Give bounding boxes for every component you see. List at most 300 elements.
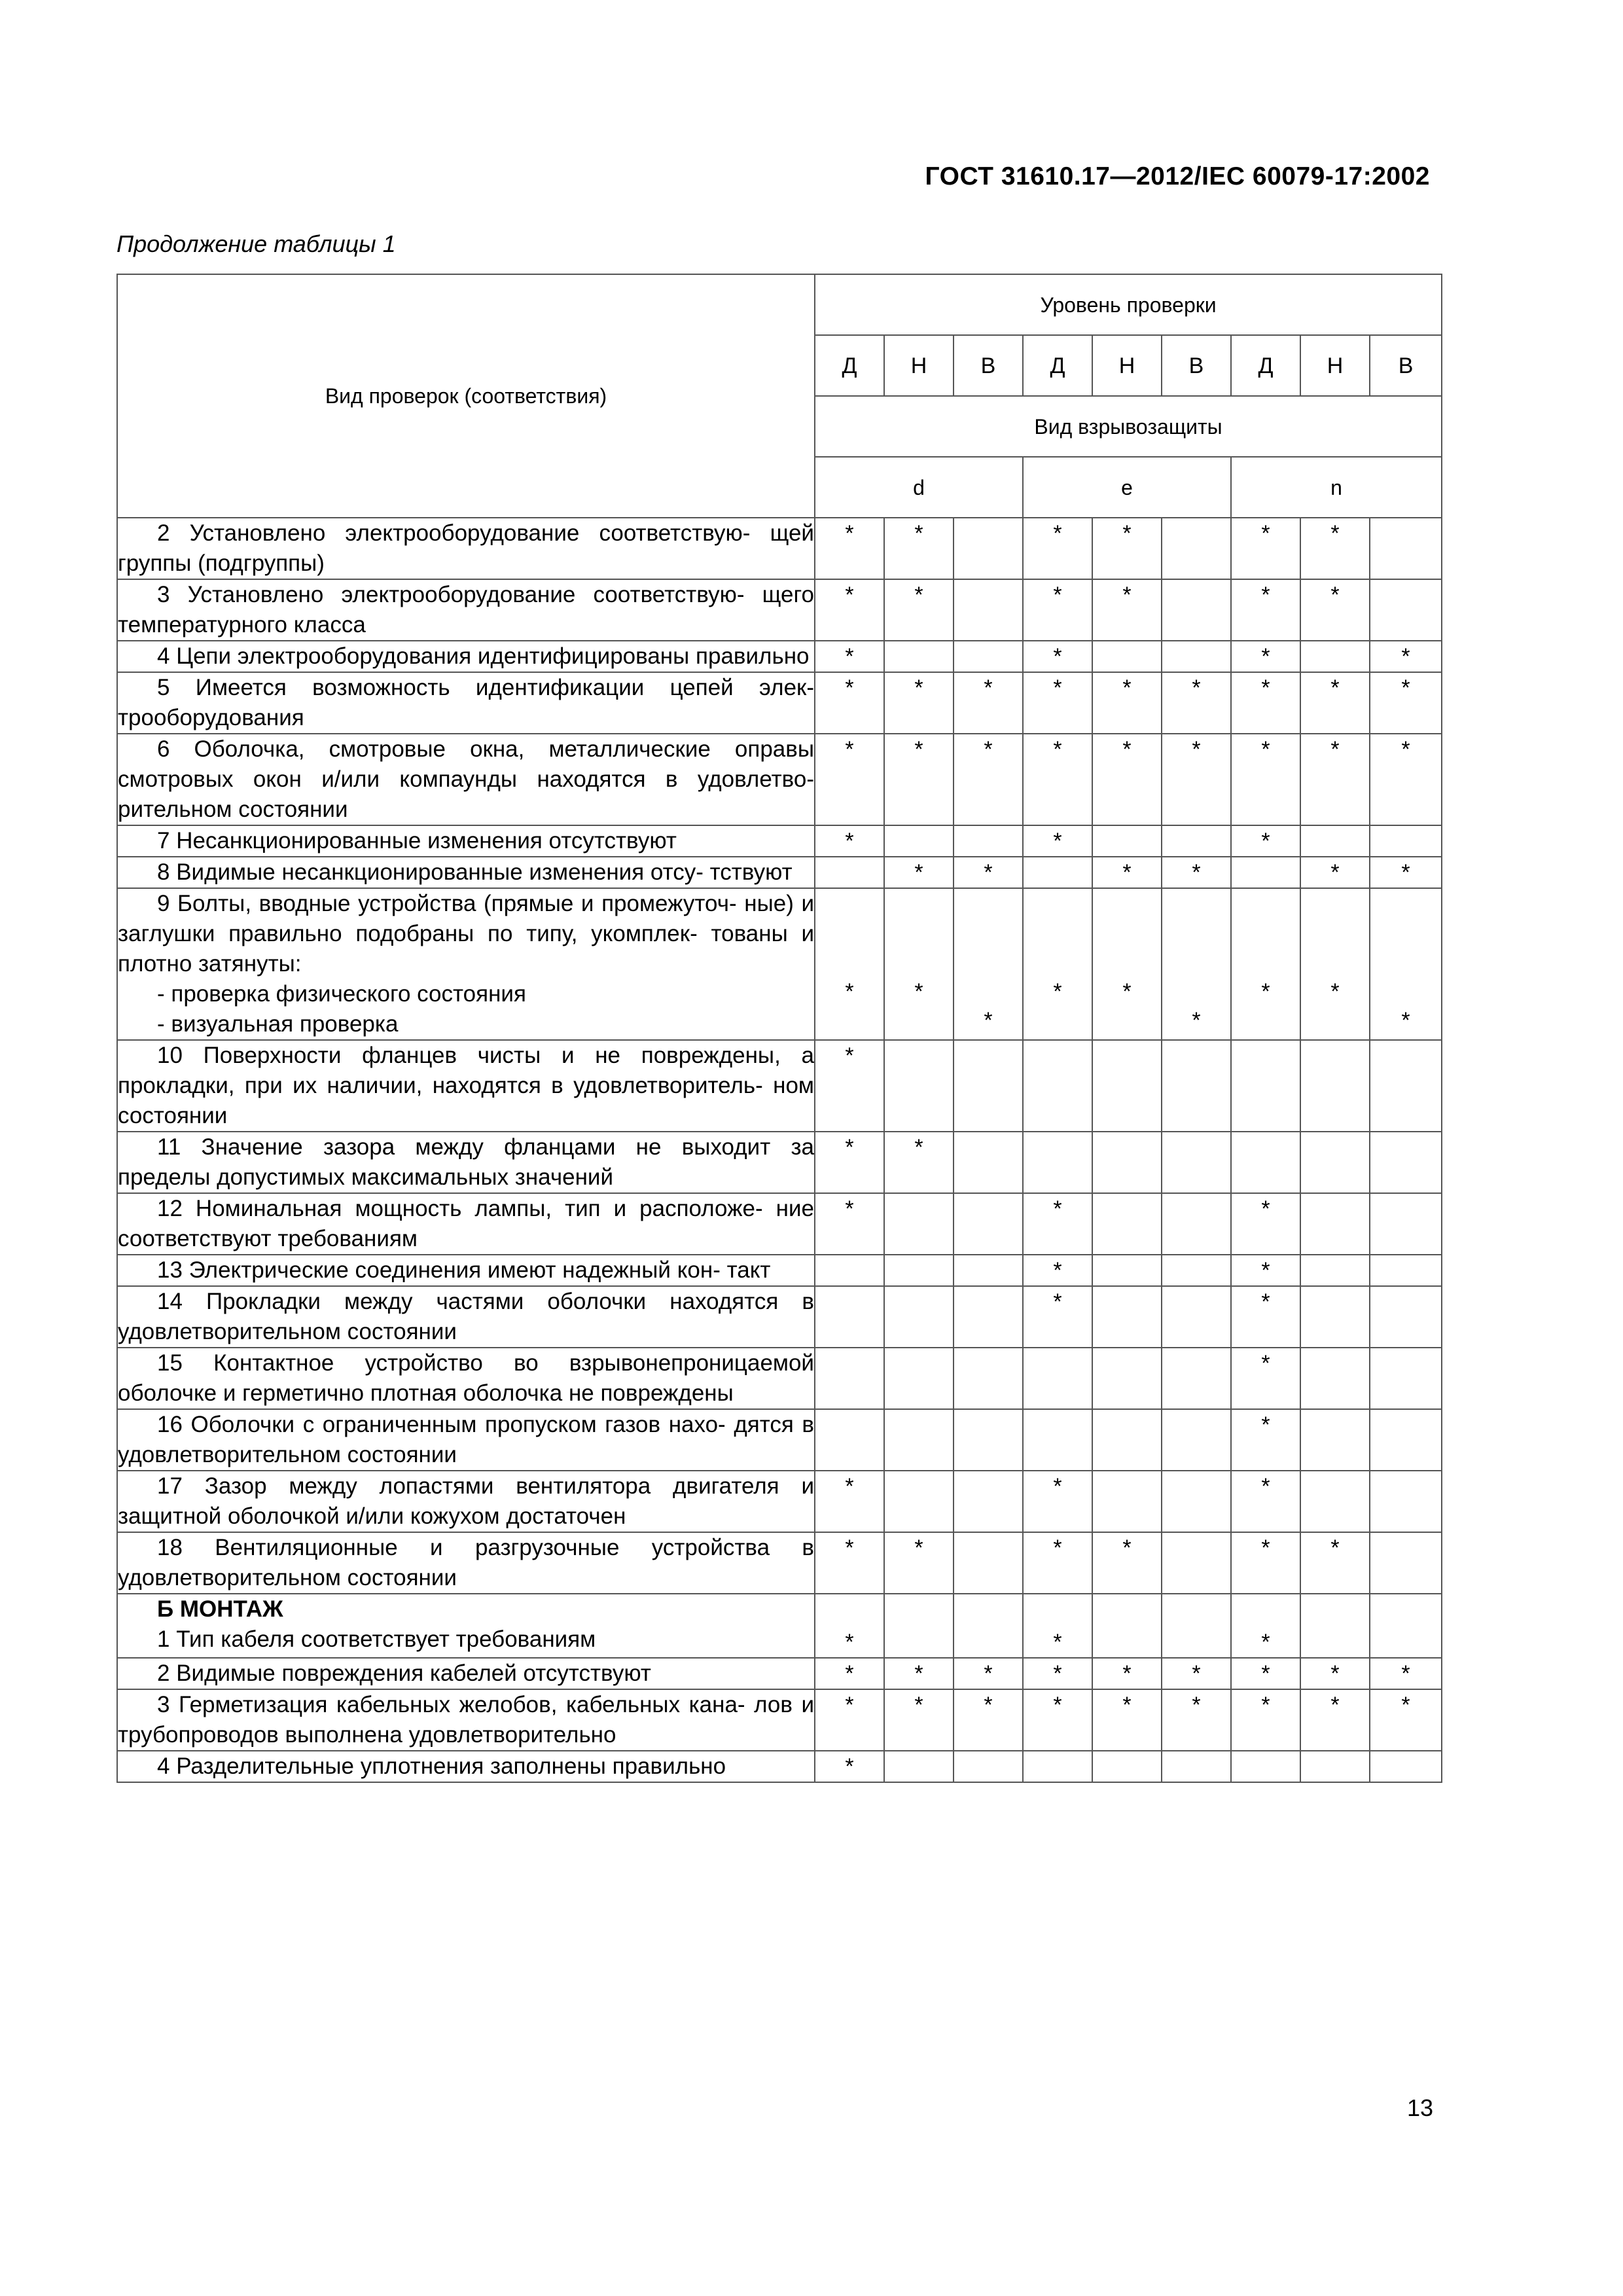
level-mark [1231,1040,1300,1132]
level-mark: * [884,888,954,1040]
description-line: защитной оболочкой и/или кожухом достаточен [118,1503,626,1529]
protection-type-e: e [1023,457,1231,518]
level-mark: * [815,825,884,857]
description-text [118,1690,814,1750]
level-mark [954,1409,1023,1471]
check-description [117,734,815,825]
level-mark [1370,825,1442,857]
level-mark [1162,1286,1231,1348]
description-line: 12 Номинальная мощность лампы, тип и расположе- [157,1196,763,1221]
level-mark: * [954,888,1023,1040]
check-description [117,579,815,641]
description-line: 14 Прокладки между частями оболочки находятся в [157,1289,814,1314]
table-body [117,518,1442,1782]
level-mark: * [815,518,884,579]
level-mark [1023,1040,1092,1132]
level-mark: * [884,734,954,825]
level-mark [1092,1286,1162,1348]
table-row [117,1193,1442,1255]
level-mark: * [815,888,884,1040]
level-mark [1162,1594,1231,1658]
level-mark: * [1092,1532,1162,1594]
level-mark [1092,1132,1162,1193]
description-line: 15 Контактное устройство во взрывонепроницаемой [157,1350,814,1376]
level-mark: * [1023,888,1092,1040]
protection-header: Вид взрывозащиты [815,396,1442,457]
level-mark: * [1162,734,1231,825]
level-mark: * [1231,1193,1300,1255]
level-mark: * [815,1040,884,1132]
level-mark: * [1300,1689,1370,1751]
table-header [117,274,1442,518]
level-mark: * [1023,1255,1092,1286]
description-line: ние соответствуют требованиям [118,1196,814,1251]
level-mark: * [1162,857,1231,888]
table-row [117,1409,1442,1471]
level-mark: * [954,672,1023,734]
description-line: 16 Оболочки с ограниченным пропуском газов нахо- [157,1412,726,1437]
check-description [117,825,815,857]
description-line: щей группы (подгруппы) [118,520,814,576]
level-mark [1162,1040,1231,1132]
description-text [118,1659,814,1689]
description-text [118,1132,814,1193]
section-heading: Б МОНТАЖ [157,1596,283,1622]
level-mark: * [1023,734,1092,825]
level-mark [1300,1594,1370,1658]
table-row [117,518,1442,579]
description-line: 7 Несанкционированные изменения отсутствуют [157,828,677,853]
level-mark: * [1231,1689,1300,1751]
level-mark: * [1231,1348,1300,1409]
level-mark [954,1286,1023,1348]
level-mark: * [1231,641,1300,672]
level-mark [954,1040,1023,1132]
level-mark [884,1751,954,1782]
level-mark [1370,1286,1442,1348]
level-mark: * [815,1751,884,1782]
level-mark: * [1231,888,1300,1040]
description-line: пределы допустимых максимальных значений [118,1164,613,1190]
level-cell: Д [1231,335,1300,396]
table-row [117,1532,1442,1594]
level-mark [1300,641,1370,672]
level-mark [884,1040,954,1132]
level-mark [1023,1751,1092,1782]
level-mark: * [1023,1594,1092,1658]
level-mark [1162,1348,1231,1409]
level-cell: Н [1092,335,1162,396]
description-line: 1 Тип кабеля соответствует требованиям [157,1626,596,1652]
level-mark [1231,1132,1300,1193]
description-line: дятся в удовлетворительном состоянии [118,1412,814,1467]
level-mark: * [815,1594,884,1658]
level-mark [954,579,1023,641]
level-mark [1300,1040,1370,1132]
level-mark: * [1370,672,1442,734]
level-mark: * [1370,857,1442,888]
level-mark: * [1370,734,1442,825]
level-mark [1162,1409,1231,1471]
description-text [118,518,814,579]
level-mark: * [1092,1689,1162,1751]
check-type-header: Вид проверок (соответствия) [117,274,815,518]
description-line: тствуют [709,859,793,885]
description-line: удовлетворительном состоянии [118,1565,457,1590]
description-text [118,1348,814,1408]
level-mark [1023,857,1092,888]
level-mark: * [1231,825,1300,857]
description-text [118,857,814,888]
level-mark [954,641,1023,672]
level-mark: * [1300,1658,1370,1689]
level-mark [1370,1193,1442,1255]
level-mark [1092,1255,1162,1286]
level-mark: * [1023,825,1092,857]
level-mark: * [884,1132,954,1193]
protection-type-n: n [1231,457,1442,518]
level-mark: * [1231,1594,1300,1658]
level-mark: * [1023,1532,1092,1594]
description-line: прокладки, при их наличии, находятся в удовлетворитель- [118,1073,763,1098]
check-description [117,1193,815,1255]
level-mark [1092,1193,1162,1255]
level-mark [954,825,1023,857]
level-cell: Д [1023,335,1092,396]
description-text [118,1287,814,1347]
description-line: такт [726,1257,771,1283]
table-row [117,825,1442,857]
level-mark: * [1231,672,1300,734]
level-mark [1092,1594,1162,1658]
level-mark [1023,1409,1092,1471]
check-description [117,672,815,734]
table-row [117,1689,1442,1751]
level-mark: * [1092,734,1162,825]
level-mark: * [1231,1532,1300,1594]
sub-item: - визуальная проверка [157,1011,399,1037]
check-description [117,857,815,888]
level-mark [1162,1532,1231,1594]
level-mark [1300,1751,1370,1782]
level-mark: * [884,1689,954,1751]
level-mark [1370,1132,1442,1193]
level-mark: * [1092,888,1162,1040]
description-line: тованы и плотно затянуты: [118,921,815,977]
table-row [117,1751,1442,1782]
table-row [117,857,1442,888]
description-text [118,580,814,640]
level-mark: * [1023,1658,1092,1689]
check-description [117,1409,815,1471]
level-mark [815,1286,884,1348]
level-mark [1300,1193,1370,1255]
description-text [118,1471,814,1532]
level-mark [954,1255,1023,1286]
level-mark: * [884,579,954,641]
check-description [117,1532,815,1594]
description-line: 4 Цепи электрооборудования идентифицированы [157,643,690,669]
level-mark [1300,1286,1370,1348]
description-line: 5 Имеется возможность идентификации цепей элек- [157,675,814,700]
level-mark: * [1300,888,1370,1040]
level-mark [884,1348,954,1409]
level-mark: * [1370,888,1442,1040]
description-text [118,1533,814,1593]
level-header: Уровень проверки [815,274,1442,335]
level-mark [1300,825,1370,857]
level-mark [1162,1751,1231,1782]
level-mark: * [1092,579,1162,641]
level-mark [1370,1255,1442,1286]
level-mark [1300,1348,1370,1409]
level-mark: * [884,857,954,888]
level-mark [954,1471,1023,1532]
description-line: 3 Установлено электрооборудование соответствую- [157,582,745,607]
table-row [117,734,1442,825]
level-mark: * [1231,734,1300,825]
level-cell: В [1162,335,1231,396]
table-row [117,1286,1442,1348]
level-mark: * [1231,518,1300,579]
level-mark: * [815,641,884,672]
level-mark [815,1348,884,1409]
level-mark [1300,1409,1370,1471]
level-mark: * [1092,1658,1162,1689]
level-mark: * [1023,641,1092,672]
table-row [117,1132,1442,1193]
level-mark: * [1231,1255,1300,1286]
level-mark: * [1231,1471,1300,1532]
description-line: ные) и заглушки правильно подобраны по типу, укомплек- [118,891,815,946]
level-mark [815,857,884,888]
level-mark [1300,1255,1370,1286]
level-mark: * [1023,1286,1092,1348]
level-mark [1092,1040,1162,1132]
description-line: 2 Установлено электрооборудование соответствую- [157,520,751,546]
table-row [117,579,1442,641]
check-description [117,1286,815,1348]
inspection-table [116,274,1442,1783]
table-caption: Продолжение таблицы 1 [116,230,396,257]
level-mark [1370,1409,1442,1471]
level-mark [954,1751,1023,1782]
check-description [117,888,815,1040]
description-text [118,641,814,672]
level-mark [1092,1348,1162,1409]
level-mark: * [1162,1689,1231,1751]
level-mark [1162,518,1231,579]
description-line: щего температурного класса [118,582,814,637]
check-description [117,1658,815,1689]
level-mark [954,1132,1023,1193]
level-mark [954,518,1023,579]
table-row [117,1040,1442,1132]
level-mark: * [1300,518,1370,579]
level-mark: * [1023,672,1092,734]
level-mark [1092,641,1162,672]
description-line: ном состоянии [118,1073,814,1128]
level-mark [815,1255,884,1286]
level-mark: * [1370,1658,1442,1689]
level-mark: * [884,1532,954,1594]
check-description [117,1348,815,1409]
level-mark [884,1471,954,1532]
level-mark: * [1370,1689,1442,1751]
level-mark: * [884,1658,954,1689]
level-mark [954,1348,1023,1409]
level-mark: * [1300,1532,1370,1594]
description-line: 8 Видимые несанкционированные изменения отсу- [157,859,704,885]
page-number: 13 [1406,2094,1433,2121]
level-mark: * [815,1132,884,1193]
table-row [117,672,1442,734]
level-mark: * [815,1193,884,1255]
level-cell: Н [884,335,954,396]
check-description [117,518,815,579]
level-mark: * [1023,1471,1092,1532]
table-row [117,888,1442,1040]
level-mark: * [884,518,954,579]
level-mark [1370,1348,1442,1409]
level-mark: * [1300,579,1370,641]
description-text [118,1194,814,1254]
level-mark: * [884,672,954,734]
description-line: 9 Болты, вводные устройства (прямые и промежуточ- [157,891,737,916]
level-mark: * [1231,1658,1300,1689]
table-row [117,1255,1442,1286]
level-mark: * [815,579,884,641]
check-description [117,1132,815,1193]
level-mark: * [1300,672,1370,734]
description-line: рительном состоянии [118,797,348,822]
level-mark: * [1023,1689,1092,1751]
level-mark [1162,1255,1231,1286]
description-text [118,1751,814,1782]
table-row [117,1594,1442,1658]
description-line: правильно [696,643,810,669]
level-mark [954,1193,1023,1255]
level-mark: * [815,1689,884,1751]
level-mark [884,641,954,672]
protection-type-d: d [815,457,1023,518]
table-row [117,1348,1442,1409]
level-cell: Д [815,335,884,396]
level-mark [954,1532,1023,1594]
level-mark: * [1023,518,1092,579]
description-line: удовлетворительном состоянии [118,1319,457,1344]
level-mark: * [1023,1193,1092,1255]
level-mark [884,1193,954,1255]
level-mark: * [954,1689,1023,1751]
level-mark: * [1092,672,1162,734]
level-mark [1370,1532,1442,1594]
check-description [117,1040,815,1132]
description-text [118,1255,814,1285]
level-mark [1162,1471,1231,1532]
level-mark [1023,1348,1092,1409]
level-mark: * [1162,672,1231,734]
description-line: 4 Разделительные уплотнения заполнены правильно [157,1753,726,1779]
level-mark [954,1594,1023,1658]
description-text [118,889,814,979]
level-mark [1092,1409,1162,1471]
description-line: 2 Видимые повреждения кабелей отсутствуют [157,1660,651,1686]
level-mark [884,1286,954,1348]
description-text [118,1624,814,1655]
description-line: 10 Поверхности фланцев чисты и не повреждены, а [157,1043,814,1068]
check-description [117,1471,815,1532]
check-description [117,1751,815,1782]
level-mark: * [1300,734,1370,825]
level-mark [884,1409,954,1471]
level-cell: В [954,335,1023,396]
level-mark [1231,1751,1300,1782]
check-description [117,641,815,672]
description-line: смотровых окон и/или компаунды находятся в удовлетво- [118,766,814,792]
level-mark: * [1092,518,1162,579]
check-description [117,1594,815,1658]
check-description [117,1255,815,1286]
level-mark [1162,825,1231,857]
table-row [117,1471,1442,1532]
description-text [118,673,814,733]
check-description [117,1689,815,1751]
level-cell: В [1370,335,1442,396]
level-mark [815,1409,884,1471]
level-mark [1092,1471,1162,1532]
description-line: 6 Оболочка, смотровые окна, металлические оправы [157,736,814,762]
description-line: оболочке и герметично плотная оболочка не повреждены [118,1380,734,1406]
level-mark: * [1231,1286,1300,1348]
level-mark: * [1231,579,1300,641]
level-mark: * [1092,857,1162,888]
level-mark: * [954,1658,1023,1689]
level-mark: * [954,857,1023,888]
level-mark: * [1300,857,1370,888]
description-line: 3 Герметизация кабельных желобов, кабельных кана- [157,1692,745,1717]
description-text [118,1041,814,1131]
level-mark [884,1255,954,1286]
level-mark: * [1231,1409,1300,1471]
level-mark: * [1023,579,1092,641]
level-mark [1162,641,1231,672]
level-mark [1370,1751,1442,1782]
level-mark [1162,1132,1231,1193]
level-mark: * [1370,641,1442,672]
document-standard-header: ГОСТ 31610.17—2012/IEC 60079-17:2002 [925,162,1430,190]
level-mark [1231,857,1300,888]
level-mark [1300,1132,1370,1193]
description-line: 18 Вентиляционные и разгрузочные устройства в [157,1535,814,1560]
level-cell: Н [1300,335,1370,396]
description-text [118,826,814,856]
level-mark [1370,1594,1442,1658]
level-mark [884,825,954,857]
level-mark: * [1162,1658,1231,1689]
level-mark: * [815,1471,884,1532]
description-text [118,734,814,825]
level-mark: * [815,672,884,734]
level-mark [1370,579,1442,641]
level-mark [1370,518,1442,579]
level-mark [1300,1471,1370,1532]
description-line: 13 Электрические соединения имеют надежный кон- [157,1257,721,1283]
level-mark [1092,825,1162,857]
table-row [117,641,1442,672]
level-mark: * [815,1658,884,1689]
table-row [117,1658,1442,1689]
